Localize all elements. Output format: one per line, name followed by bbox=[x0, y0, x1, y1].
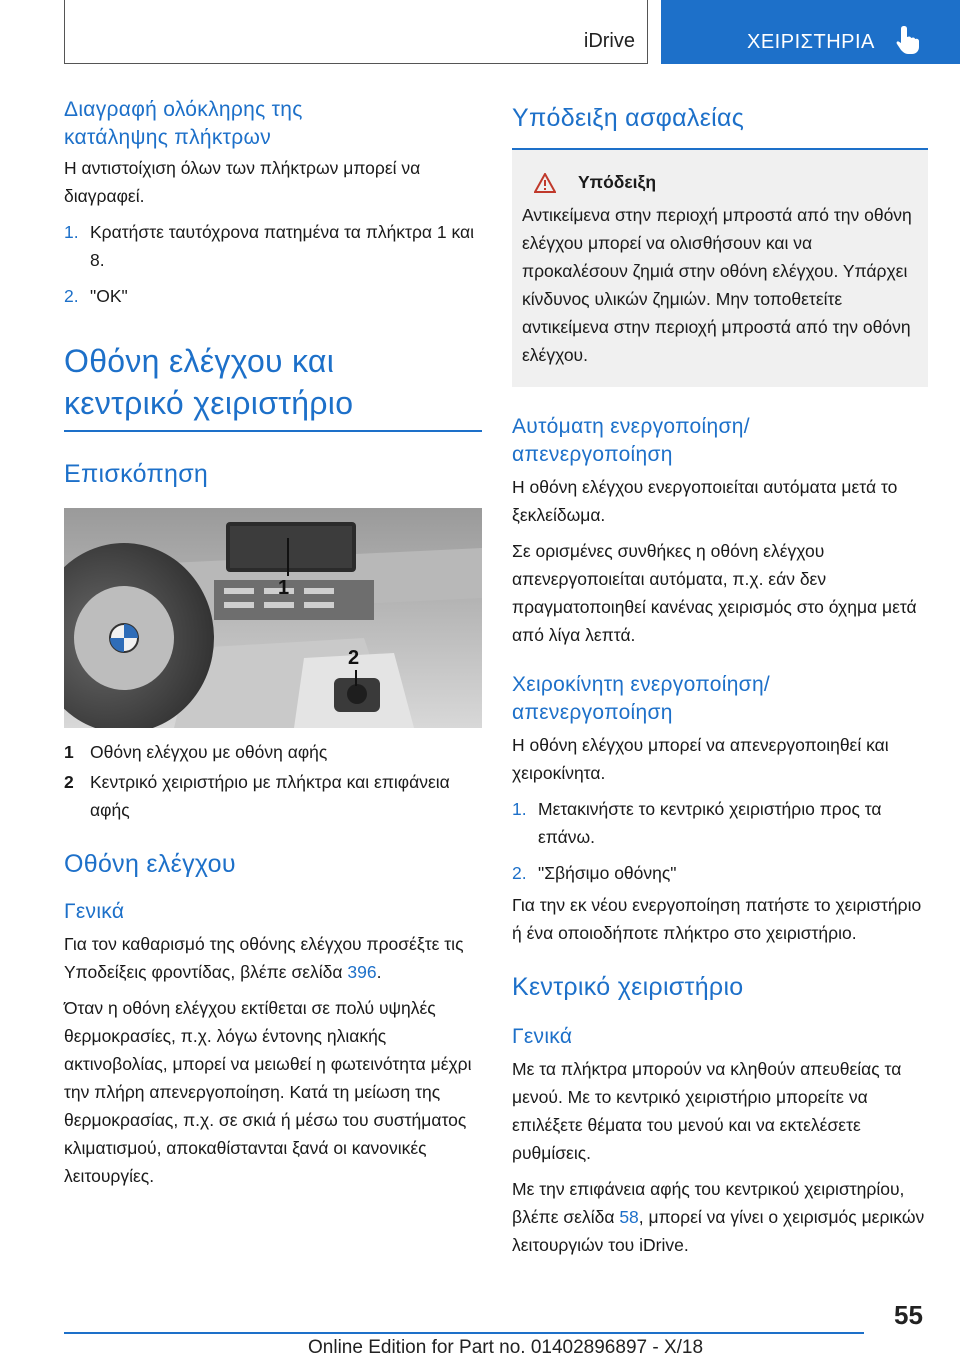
delete-assignment-heading: Διαγραφή ολόκληρης της κατάληψης πλήκτρων bbox=[64, 98, 303, 149]
safety-heading: Υπόδειξη ασφαλείας bbox=[512, 104, 745, 132]
header-chapter-tab bbox=[661, 0, 960, 64]
controller-paragraph-2 bbox=[512, 1175, 928, 1259]
section-rule bbox=[64, 430, 482, 432]
auto-paragraph-2: Σε ορισμένες συνθήκες η οθόνη ελέγχου απενεργοποιείται αυτόματα, π.χ. εάν δεν πραγματοποιηθεί κανένας χειρισμός στο όχημα μετά από λίγα λεπτά. bbox=[512, 541, 917, 645]
legend-number: 2 bbox=[64, 772, 74, 792]
step-number: 2. bbox=[512, 863, 527, 883]
left-column bbox=[64, 96, 482, 1190]
controller-text: Με την επιφάνεια αφής του κεντρικού χειριστηρίου, βλέπε σελίδα bbox=[512, 1179, 905, 1227]
legend-item bbox=[64, 768, 459, 824]
brightness-paragraph: Όταν η οθόνη ελέγχου εκτίθεται σε πολύ υψηλές θερμοκρασίες, π.χ. λόγω έντονης ηλιακής ακτινοβολίας, μπορεί να μειωθεί η φωτεινότητα μέχρι την πλήρη απενεργοποίηση. Κατά τη μείωση της θερμοκρασίας, π.χ. σε σκιά ή μέσω του συστήματος κλιματισμού, αποκαθίστανται ξανά οι κανονικές λειτουργίες. bbox=[64, 998, 472, 1186]
step-text: Κρατήστε ταυτόχρονα πατημένα τα πλήκτρα 1 και 8. bbox=[90, 222, 475, 270]
manual-paragraph-1: Η οθόνη ελέγχου μπορεί να απενεργοποιηθεί και χειροκίνητα. bbox=[512, 735, 889, 783]
header-section-title: iDrive bbox=[583, 30, 635, 52]
note-title: Υπόδειξη bbox=[578, 172, 657, 192]
page-link-58[interactable]: 58 bbox=[619, 1207, 639, 1227]
list-item bbox=[64, 282, 482, 310]
step-text: "Σβήσιμο οθόνης" bbox=[538, 863, 677, 883]
manual-heading: Χειροκίνητη ενεργοποίηση/απενεργοποίηση bbox=[512, 673, 771, 724]
list-item bbox=[512, 859, 928, 887]
general-text: Για τον καθαρισμό της οθόνης ελέγχου προσέξτε τις Υποδείξεις φροντίδας, βλέπε σελίδα bbox=[64, 934, 464, 982]
safety-note-box bbox=[512, 150, 928, 387]
step-text: "OK" bbox=[90, 286, 128, 306]
display-heading: Οθόνη ελέγχου bbox=[64, 850, 236, 878]
list-item bbox=[64, 218, 482, 274]
controller-general-heading: Γενικά bbox=[512, 1025, 573, 1048]
note-text: Αντικείμενα στην περιοχή μπροστά από την οθόνη ελέγχου μπορεί να ολισθήσουν και να προκαλέσουν ζημιά στην οθόνη ελέγχου. Υπάρχει κίνδυνος υλικών ζημιών. Μην τοποθετείτε αντικείμενα στην περιοχή μπροστά από την οθόνη ελέγχου. bbox=[522, 205, 912, 365]
auto-heading: Αυτόματη ενεργοποίηση/απενεργοποίηση bbox=[512, 415, 750, 466]
warning-triangle-icon bbox=[534, 173, 556, 193]
header-chapter-title: ΧΕΙΡΙΣΤΗΡΙΑ bbox=[747, 31, 875, 53]
step-number: 2. bbox=[64, 286, 79, 306]
legend-item bbox=[64, 738, 482, 766]
delete-assignment-text: Η αντιστοίχιση όλων των πλήκτρων μπορεί να διαγραφεί. bbox=[64, 158, 421, 206]
page-number: 55 bbox=[894, 1300, 923, 1330]
general-paragraph bbox=[64, 930, 482, 986]
auto-paragraph-1: Η οθόνη ελέγχου ενεργοποιείται αυτόματα μετά το ξεκλείδωμα. bbox=[512, 477, 898, 525]
section-title: Οθόνη ελέγχου και κεντρικό χειριστήριο bbox=[64, 343, 354, 421]
controller-heading: Κεντρικό χειριστήριο bbox=[512, 973, 744, 1001]
header-section-box bbox=[64, 0, 648, 64]
image-label-1: 1 bbox=[278, 577, 290, 599]
step-number: 1. bbox=[64, 222, 79, 242]
legend-text: Κεντρικό χειριστήριο με πλήκτρα και επιφάνεια αφής bbox=[90, 772, 450, 820]
right-column bbox=[512, 102, 928, 1259]
controller-paragraph-1: Με τα πλήκτρα μπορούν να κληθούν απευθείας τα μενού. Με το κεντρικό χειριστήριο μπορείτε να επιλέξετε θέματα του μενού και να εκτελέσετε ρυθμίσεις. bbox=[512, 1059, 902, 1163]
note-header bbox=[522, 172, 918, 193]
image-label-2: 2 bbox=[348, 647, 360, 669]
hand-pointer-icon bbox=[895, 24, 921, 54]
dashboard-illustration bbox=[64, 508, 482, 728]
step-text: Μετακινήστε το κεντρικό χειριστήριο προς τα επάνω. bbox=[538, 799, 882, 847]
legend-number: 1 bbox=[64, 742, 74, 762]
page-link-396[interactable]: 396 bbox=[347, 962, 377, 982]
controller-text-end: , μπορεί να γίνει ο χειρισμός μερικών λειτουργιών του iDrive. bbox=[512, 1207, 925, 1255]
manual-paragraph-2: Για την εκ νέου ενεργοποίηση πατήστε το χειριστήριο ή ένα οποιοδήποτε πλήκτρο στο χειριστήριο. bbox=[512, 895, 922, 943]
footer-rule bbox=[64, 1332, 864, 1334]
step-number: 1. bbox=[512, 799, 527, 819]
general-text-end: . bbox=[376, 962, 382, 982]
list-item bbox=[512, 795, 928, 851]
general-heading: Γενικά bbox=[64, 900, 125, 923]
edition-text: Online Edition for Part no. 01402896897 - X/18 bbox=[308, 1337, 704, 1358]
legend-text: Οθόνη ελέγχου με οθόνη αφής bbox=[90, 742, 328, 762]
overview-heading: Επισκόπηση bbox=[64, 460, 209, 488]
